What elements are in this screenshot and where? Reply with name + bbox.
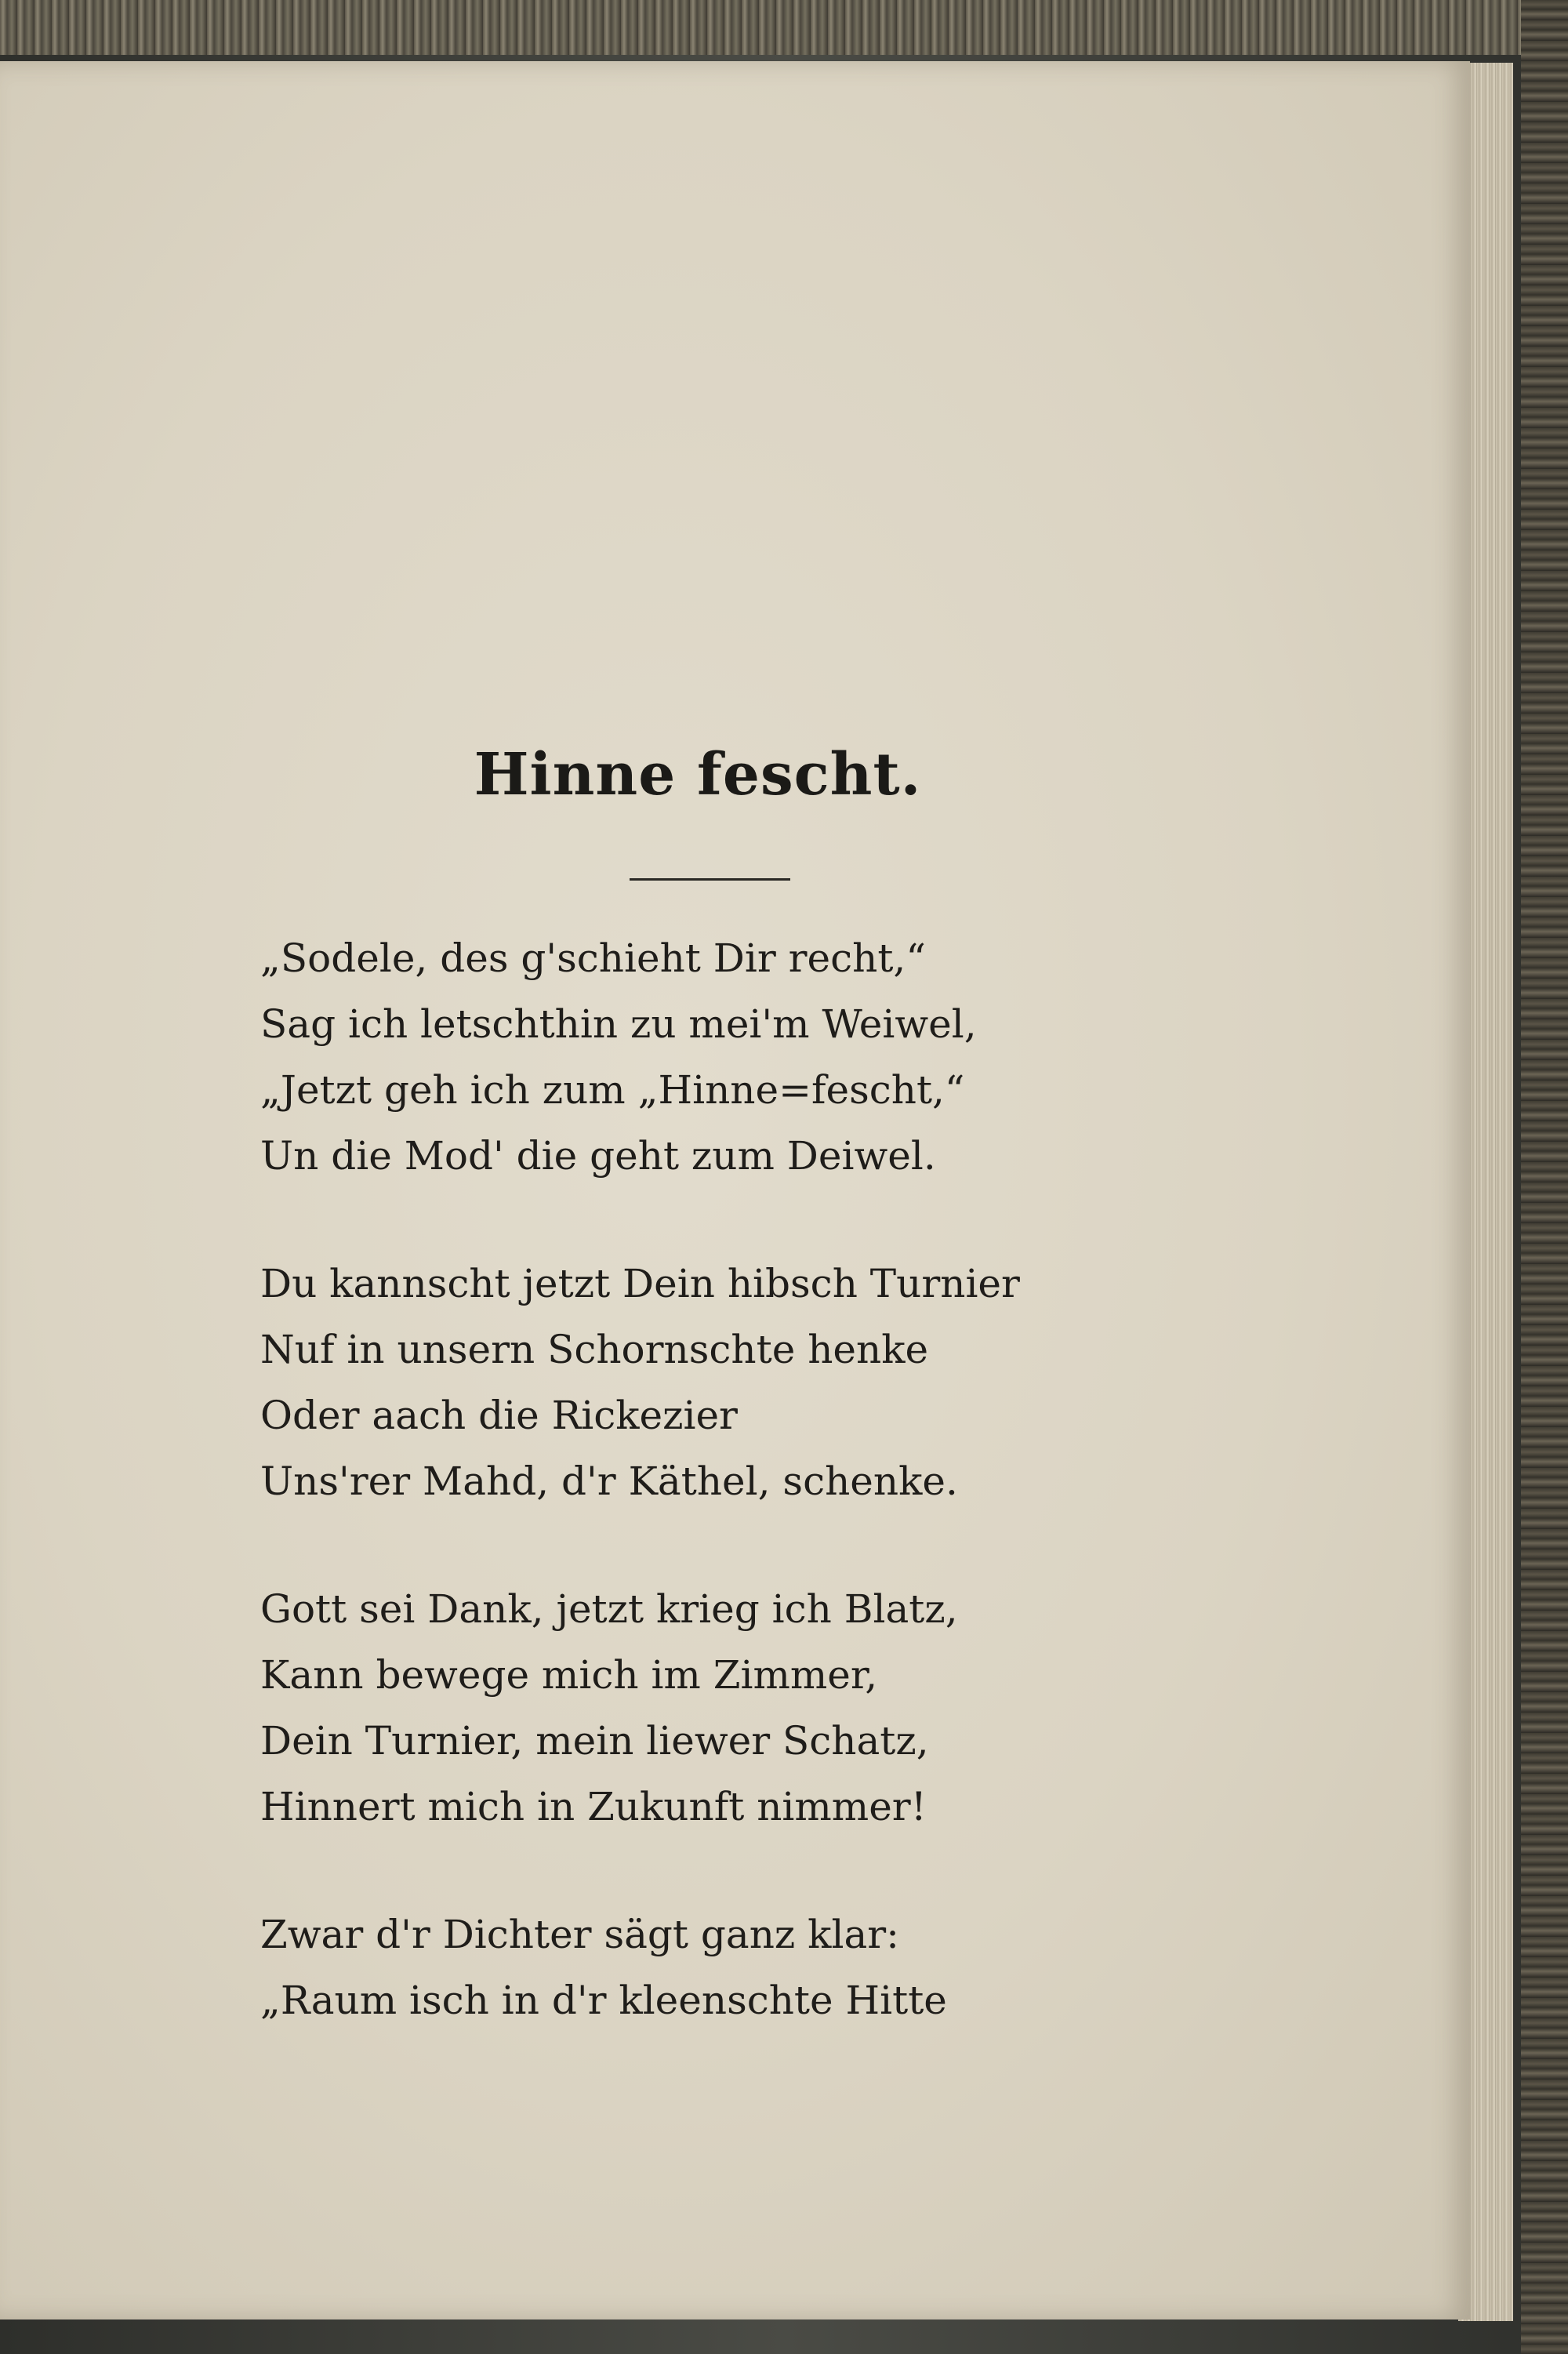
poem-body: [260, 925, 1358, 2095]
poem-line: Du kannscht jetzt Dein hibsch Turnier: [260, 1261, 1020, 1306]
stanza-1: [260, 925, 1358, 1189]
poem-line: Kann bewege mich im Zimmer,: [260, 1652, 878, 1698]
poem-line: Un die Mod' die geht zum Deiwel.: [260, 1133, 936, 1179]
cover-top-edge: [0, 0, 1568, 55]
poem-line: Sag ich letschthin zu mei'm Weiwel,: [260, 1001, 977, 1047]
poem-line: Nuf in unsern Schornschte henke: [260, 1327, 929, 1372]
poem-line: Dein Turnier, mein liewer Schatz,: [260, 1718, 929, 1764]
poem-line: Zwar d'r Dichter sägt ganz klar:: [260, 1912, 900, 1957]
poem-title: Hinne fescht.: [474, 741, 922, 808]
poem-line: „Sodele, des g'schieht Dir recht,“: [260, 935, 926, 981]
cover-spine-edge: [1521, 0, 1568, 2354]
poem-line: Uns'rer Mahd, d'r Käthel, schenke.: [260, 1459, 958, 1504]
poem-line: Hinnert mich in Zukunft nimmer!: [260, 1784, 927, 1829]
poem-line: Oder aach die Rickezier: [260, 1393, 738, 1438]
poem-line: „Jetzt geh ich zum „Hinne=fescht,“: [260, 1067, 965, 1113]
poem-line: Gott sei Dank, jetzt krieg ich Blatz,: [260, 1586, 958, 1632]
stanza-4: [260, 1902, 1358, 2033]
stanza-3: [260, 1576, 1358, 1840]
poem-line: „Raum isch in d'r kleenschte Hitte: [260, 1978, 947, 2023]
stanza-2: [260, 1251, 1358, 1514]
title-divider: [630, 878, 790, 881]
